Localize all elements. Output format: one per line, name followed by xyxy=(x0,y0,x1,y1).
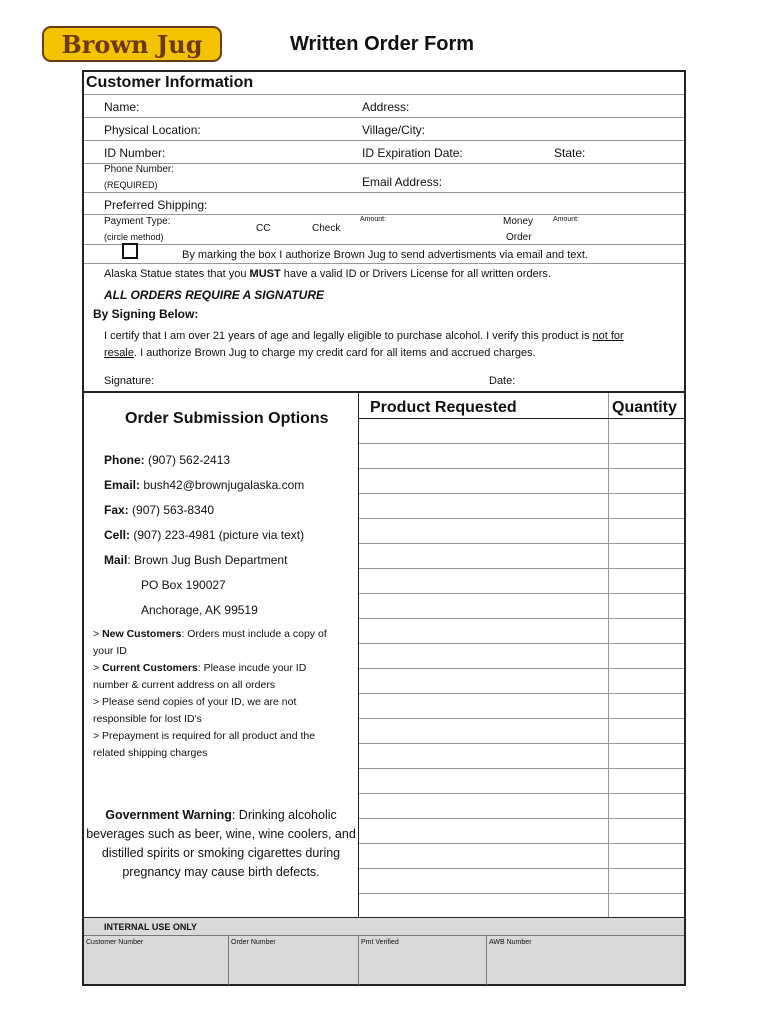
signature-label: Signature: xyxy=(104,375,155,387)
government-warning: Government Warning: Drinking alcoholic beverages such as beer, wine, wine coolers, and distilled spirits or smoking cigarettes during pregnancy may cause birth defects. xyxy=(86,808,356,879)
cell-option: Cell: (907) 223-4981 (picture via text) xyxy=(104,528,305,542)
column-divider xyxy=(358,393,359,917)
payment-cc[interactable]: CC xyxy=(256,223,271,234)
order-number-label: Order Number xyxy=(231,939,276,946)
internal-column-divider xyxy=(228,935,229,985)
table-row xyxy=(359,768,684,769)
table-row xyxy=(359,843,684,844)
internal-column-divider xyxy=(358,935,359,985)
signature-required-notice: ALL ORDERS REQUIRE A SIGNATURE xyxy=(104,288,325,302)
note-current-customers: > Current Customers: Please incude your ID xyxy=(93,662,307,674)
table-row xyxy=(359,593,684,594)
table-row xyxy=(359,493,684,494)
physical-location-label: Physical Location: xyxy=(104,123,201,137)
alaska-statute-text: Alaska Statue states that you MUST have a valid ID or Drivers License for all written orders. xyxy=(104,268,551,280)
table-row xyxy=(359,568,684,569)
column-divider xyxy=(608,393,609,917)
quantity-header: Quantity xyxy=(612,399,677,416)
note-new-customers-cont: your ID xyxy=(93,645,127,657)
note-current-customers-cont: number & current address on all orders xyxy=(93,679,276,691)
internal-use-title: INTERNAL USE ONLY xyxy=(104,922,198,932)
order-submission-title: Order Submission Options xyxy=(125,410,329,427)
fax-option: Fax: (907) 563-8340 xyxy=(104,503,215,517)
table-row xyxy=(359,868,684,869)
state-label: State: xyxy=(554,146,586,160)
check-amount-label: Amount: xyxy=(360,216,387,223)
phone-option: Phone: (907) 562-2413 xyxy=(104,453,231,467)
internal-header-divider xyxy=(84,935,684,936)
divider xyxy=(84,94,684,95)
divider xyxy=(84,140,684,141)
advertisement-consent-checkbox[interactable] xyxy=(122,243,138,259)
product-requested-header: Product Requested xyxy=(370,399,517,416)
by-signing-label: By Signing Below: xyxy=(93,307,199,321)
table-row xyxy=(359,818,684,819)
table-row xyxy=(359,743,684,744)
name-label: Name: xyxy=(104,100,140,114)
payment-order[interactable]: Order xyxy=(506,232,532,243)
mail-option: Mail: Brown Jug Bush Department xyxy=(104,553,288,567)
note-prepayment-cont: related shipping charges xyxy=(93,747,208,759)
money-order-amount-label: Amount: xyxy=(553,216,580,223)
table-row xyxy=(359,443,684,444)
note-id-copies-cont: responsible for lost ID's xyxy=(93,713,202,725)
preferred-shipping-label: Preferred Shipping: xyxy=(104,198,208,212)
note-new-customers: > New Customers: Orders must include a copy of xyxy=(93,628,327,640)
table-row xyxy=(359,643,684,644)
table-row xyxy=(359,793,684,794)
divider xyxy=(84,263,684,264)
note-id-copies: > Please send copies of your ID, we are not xyxy=(93,696,297,708)
page-title: Written Order Form xyxy=(290,33,475,55)
table-row xyxy=(359,543,684,544)
table-row xyxy=(359,518,684,519)
payment-money[interactable]: Money xyxy=(503,216,534,227)
certify-line-2: resale. I authorize Brown Jug to charge my credit card for all items and accrued charges. xyxy=(104,347,536,359)
divider xyxy=(84,244,684,245)
id-expiration-label: ID Expiration Date: xyxy=(362,146,463,160)
table-row xyxy=(359,893,684,894)
table-row xyxy=(359,668,684,669)
required-note: (REQUIRED) xyxy=(104,180,158,190)
payment-type-label: Payment Type: xyxy=(104,216,171,227)
address-label: Address: xyxy=(362,100,410,114)
table-row xyxy=(359,718,684,719)
phone-number-label: Phone Number: xyxy=(104,164,175,175)
payment-check[interactable]: Check xyxy=(312,223,341,234)
id-number-label: ID Number: xyxy=(104,146,166,160)
pmt-verified-label: Pmt Verified xyxy=(361,939,399,946)
consent-text: By marking the box I authorize Brown Jug to send advertisments via email and text. xyxy=(182,249,588,261)
divider xyxy=(84,192,684,193)
email-option: Email: bush42@brownjugalaska.com xyxy=(104,478,305,492)
village-city-label: Village/City: xyxy=(362,123,426,137)
note-prepayment: > Prepayment is required for all product and the xyxy=(93,730,316,742)
date-label: Date: xyxy=(489,375,516,387)
table-header-divider xyxy=(359,418,684,419)
table-row xyxy=(359,618,684,619)
email-label: Email Address: xyxy=(362,175,443,189)
awb-number-label: AWB Number xyxy=(489,939,532,946)
certify-line-1: I certify that I am over 21 years of age and legally eligible to purchase alcohol. I verify this product is not for xyxy=(104,330,624,342)
internal-column-divider xyxy=(486,935,487,985)
mail-po-box: PO Box 190027 xyxy=(141,578,226,592)
circle-method-note: (circle method) xyxy=(104,232,164,242)
divider xyxy=(84,214,684,215)
section-divider xyxy=(84,391,684,393)
svg-text:Brown Jug: Brown Jug xyxy=(61,30,203,59)
customer-number-label: Customer Number xyxy=(86,939,144,946)
divider xyxy=(84,117,684,118)
mail-city: Anchorage, AK 99519 xyxy=(141,603,258,617)
table-row xyxy=(359,468,684,469)
customer-info-title: Customer Information xyxy=(86,74,254,91)
table-row xyxy=(359,693,684,694)
brown-jug-logo xyxy=(42,24,222,64)
